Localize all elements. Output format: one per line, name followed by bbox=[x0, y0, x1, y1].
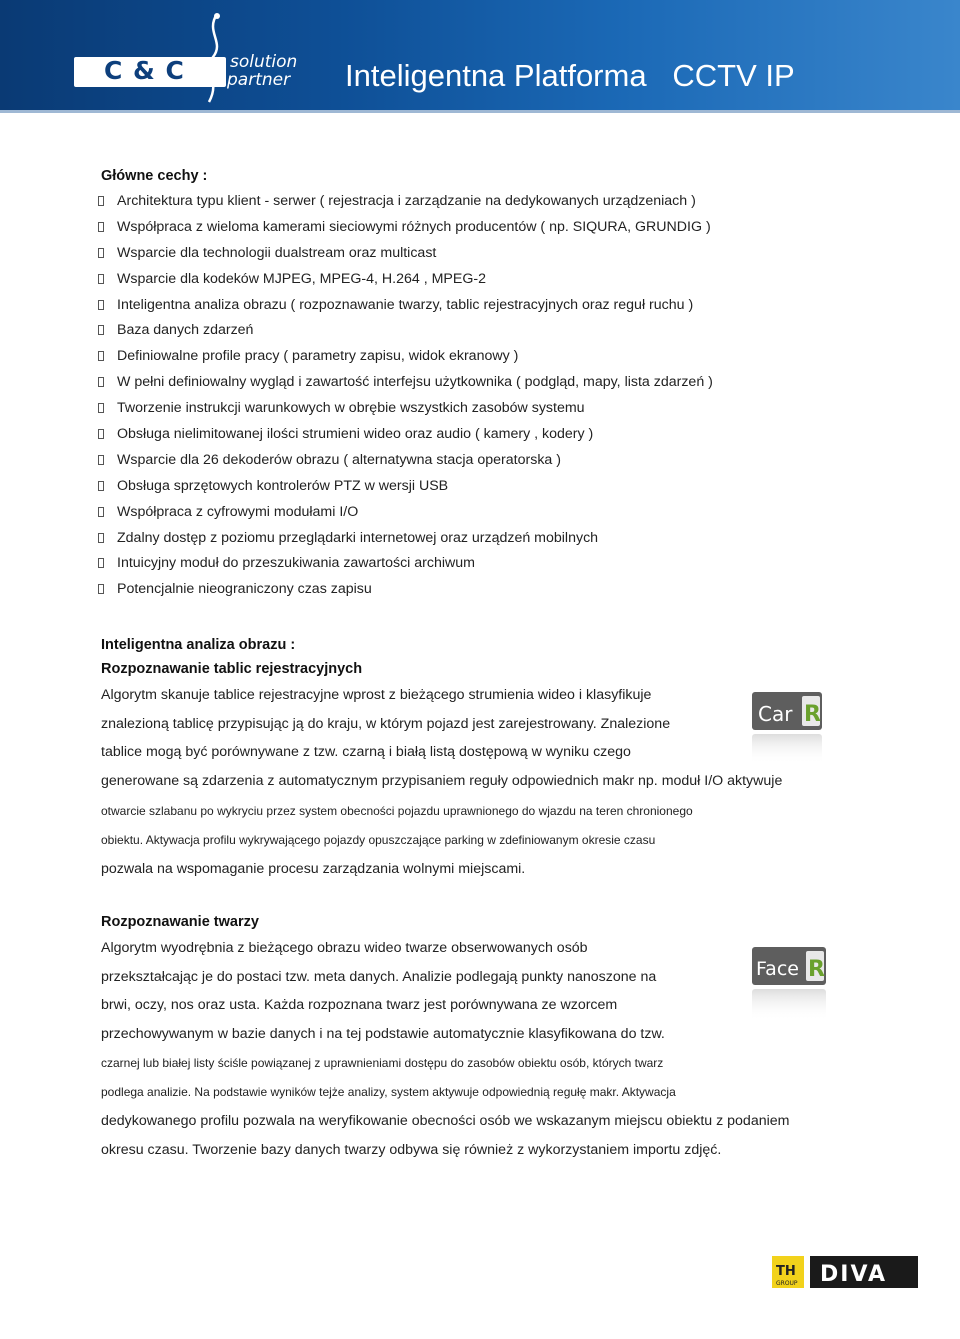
page-title: Inteligentna Platforma CCTV IP bbox=[345, 58, 795, 93]
features-list bbox=[101, 190, 781, 604]
paragraph-line: czarnej lub białej listy ściśle powiązanej z uprawnieniami dostępu do zasobów obiektu osób, których twarz bbox=[101, 1055, 664, 1070]
feature-item bbox=[101, 242, 781, 268]
svg-text:R: R bbox=[804, 702, 821, 727]
feature-text: Obsługa nielimitowanej ilości strumieni wideo oraz audio ( kamery , kodery ) bbox=[117, 426, 594, 443]
bullet-icon bbox=[98, 325, 104, 335]
features-section bbox=[101, 168, 781, 604]
feature-item bbox=[101, 319, 781, 345]
diva-logo-text: DIVA bbox=[820, 1262, 888, 1287]
logo-subtitle-solution: solution bbox=[230, 52, 298, 72]
analysis-heading: Inteligentna analiza obrazu : bbox=[101, 637, 296, 653]
paragraph-line: brwi, oczy, nos oraz usta. Każda rozpoznana twarz jest porównywana ze wzorcem bbox=[101, 997, 618, 1014]
feature-text: Inteligentna analiza obrazu ( rozpoznawanie twarzy, tablic rejestracyjnych oraz reguł ruchu ) bbox=[117, 296, 694, 313]
feature-item bbox=[101, 501, 781, 527]
paragraph-line: Algorytm wyodrębnia z bieżącego obrazu wideo twarze obserwowanych osób bbox=[101, 940, 588, 956]
th-logo-subtext: GROUP bbox=[776, 1280, 798, 1287]
feature-item bbox=[101, 190, 781, 216]
feature-text: Zdalny dostęp z poziomu przeglądarki internetowej oraz urządzeń mobilnych bbox=[117, 529, 599, 546]
header-banner bbox=[0, 0, 960, 113]
bullet-icon bbox=[98, 222, 104, 232]
feature-item bbox=[101, 345, 781, 371]
bullet-icon bbox=[98, 274, 104, 284]
paragraph-line: podlega analizie. Na podstawie wyników tejże analizy, system aktywuje odpowiednią regułę makr. Aktywacja bbox=[101, 1084, 676, 1099]
feature-item bbox=[101, 371, 781, 397]
svg-text:R: R bbox=[808, 957, 825, 982]
paragraph-line: pozwala na wspomaganie procesu zarządzania wolnymi miejscami. bbox=[101, 860, 526, 877]
feature-text: Współpraca z wieloma kamerami sieciowymi różnych producentów ( np. SIQURA, GRUNDIG ) bbox=[117, 218, 711, 235]
bullet-icon bbox=[98, 377, 104, 387]
feature-text: Tworzenie instrukcji warunkowych w obrębie wszystkich zasobów systemu bbox=[117, 400, 585, 417]
paragraph-line: znalezioną tablicę przypisując ją do kraju, w którym pojazd jest zarejestrowany. Znalezione bbox=[101, 715, 671, 732]
bullet-icon bbox=[98, 584, 104, 594]
features-heading: Główne cechy : bbox=[101, 168, 208, 184]
feature-item bbox=[101, 268, 781, 294]
feature-item bbox=[101, 578, 781, 604]
plates-heading: Rozpoznawanie tablic rejestracyjnych bbox=[101, 661, 363, 677]
paragraph-line: przekształcając je do postaci tzw. meta danych. Analizie podlegają punkty nanoszone na bbox=[101, 968, 657, 985]
feature-text: Potencjalnie nieograniczony czas zapisu bbox=[117, 581, 372, 598]
face-badge-text: Face bbox=[756, 958, 799, 980]
bullet-icon bbox=[98, 300, 104, 310]
feature-text: Wsparcie dla 26 dekoderów obrazu ( alternatywna stacja operatorska ) bbox=[117, 451, 561, 468]
paragraph-line: tablice mogą być porównywane z tzw. czarną i białą listą dostępową w wyniku czego bbox=[101, 744, 631, 761]
feature-item bbox=[101, 423, 781, 449]
logo-subtitle-partner: partner bbox=[227, 70, 291, 90]
feature-item bbox=[101, 552, 781, 578]
face-recognition-logo bbox=[748, 941, 834, 1031]
feature-item bbox=[101, 475, 781, 501]
feature-text: W pełni definiowalny wygląd i zawartość interfejsu użytkownika ( podgląd, mapy, lista zdarzeń ) bbox=[117, 374, 713, 391]
car-recognition-logo bbox=[748, 688, 830, 770]
bullet-icon bbox=[98, 507, 104, 517]
faces-heading: Rozpoznawanie twarzy bbox=[101, 914, 259, 930]
feature-item bbox=[101, 527, 781, 553]
bullet-icon bbox=[98, 351, 104, 361]
feature-text: Obsługa sprzętowych kontrolerów PTZ w wersji USB bbox=[117, 477, 449, 494]
paragraph-line: generowane są zdarzenia z automatycznym przypisaniem reguły odpowiednich makr np. moduł I/O aktywuje bbox=[101, 773, 783, 790]
feature-item bbox=[101, 449, 781, 475]
bullet-icon bbox=[98, 481, 104, 491]
bullet-icon bbox=[98, 429, 104, 439]
feature-text: Współpraca z cyfrowymi modułami I/O bbox=[117, 503, 359, 520]
th-logo-text: TH bbox=[776, 1264, 796, 1279]
feature-text: Architektura typu klient - serwer ( rejestracja i zarządzanie na dedykowanych urządzeniach ) bbox=[117, 193, 696, 209]
bullet-icon bbox=[98, 558, 104, 568]
bullet-icon bbox=[98, 533, 104, 543]
bullet-icon bbox=[98, 196, 104, 206]
bullet-icon bbox=[98, 403, 104, 413]
bullet-icon bbox=[98, 455, 104, 465]
feature-text: Intuicyjny moduł do przeszukiwania zawartości archiwum bbox=[117, 555, 475, 572]
feature-item bbox=[101, 294, 781, 320]
feature-item bbox=[101, 397, 781, 423]
car-badge-text: Car bbox=[758, 702, 793, 726]
feature-text: Wsparcie dla kodeków MJPEG, MPEG-4, H.264 , MPEG-2 bbox=[117, 270, 486, 287]
bullet-icon bbox=[98, 248, 104, 258]
paragraph-line: okresu czasu. Tworzenie bazy danych twarzy odbywa się również z wykorzystaniem importu zdjęć. bbox=[101, 1141, 722, 1158]
paragraph-line: Algorytm skanuje tablice rejestracyjne wprost z bieżącego strumienia wideo i klasyfikuje bbox=[101, 687, 652, 703]
feature-text: Wsparcie dla technologii dualstream oraz multicast bbox=[117, 244, 437, 261]
paragraph-line: dedykowanego profilu pozwala na weryfikowanie obecności osób we wskazanym miejscu obiektu z podaniem bbox=[101, 1113, 790, 1130]
feature-text: Baza danych zdarzeń bbox=[117, 322, 254, 339]
feature-item bbox=[101, 216, 781, 242]
logo-text: C & C bbox=[104, 56, 185, 85]
paragraph-line: przechowywanym w bazie danych i na tej podstawie automatycznie klasyfikowana do tzw. bbox=[101, 1026, 665, 1043]
paragraph-line: otwarcie szlabanu po wykryciu przez system obecności pojazdu uprawnionego do wjazdu na teren chronionego bbox=[101, 803, 693, 818]
footer-brand-logos bbox=[772, 1254, 922, 1294]
paragraph-line: obiektu. Aktywacja profilu wykrywającego pojazdy opuszczające parking w zdefiniowanym okresie czasu bbox=[101, 833, 656, 848]
feature-text: Definiowalne profile pracy ( parametry zapisu, widok ekranowy ) bbox=[117, 348, 519, 365]
